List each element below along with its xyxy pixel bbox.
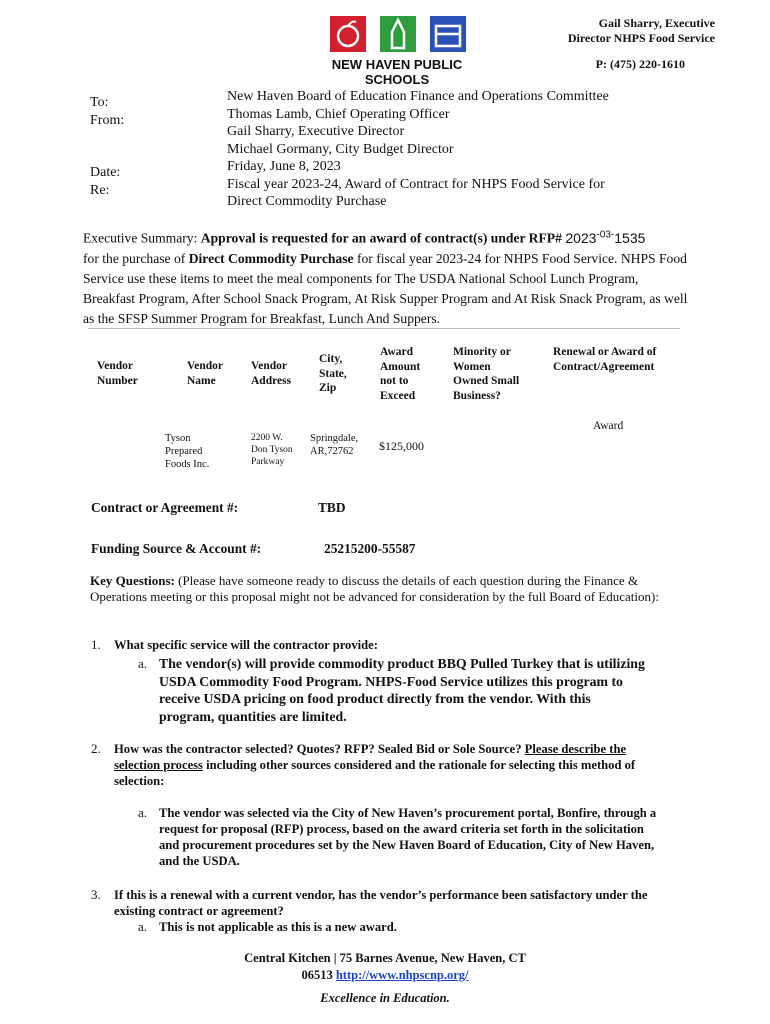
memo-labels — [90, 94, 124, 199]
footer-website-link[interactable]: http://www.nhpscnp.org/ — [335, 968, 469, 982]
funding-label: Funding Source & Account #: — [91, 541, 262, 556]
date-value: Friday, June 8, 2023 — [227, 159, 341, 174]
contact-line-2: Director NHPS Food Service — [567, 31, 715, 45]
cell-text: AR,72762 — [310, 446, 354, 457]
header-renewal — [553, 345, 656, 374]
cell-vendor-address — [251, 432, 293, 468]
cell-text: Tyson — [165, 433, 191, 444]
re-value-1: Fiscal year 2023-24, Award of Contract for NHPS Food Service for — [227, 176, 605, 192]
header-text: Number — [97, 374, 138, 387]
q2-pre: How was the contractor selected? Quotes? RFP? Sealed Bid or Sole Source? — [114, 742, 525, 756]
header-vendor-address — [251, 359, 291, 388]
q3-text: If this is a renewal with a current vendor, has the vendor’s performance been satisfactory under the existing contract or agreement? — [114, 888, 648, 918]
contract-label: Contract or Agreement #: — [91, 500, 239, 515]
header-text: State, — [319, 367, 347, 380]
header-text: Vendor — [97, 360, 133, 372]
header-text: Exceed — [380, 389, 416, 402]
header-text: Business? — [453, 389, 501, 402]
cell-text: Parkway — [251, 457, 285, 467]
from-value-1: Thomas Lamb, Chief Operating Officer — [227, 106, 450, 122]
divider — [88, 328, 680, 329]
q2-underlined: Please describe the selection process — [114, 742, 627, 772]
q2-post: including other sources considered and the rationale for selecting this method of selection: — [114, 758, 636, 788]
summary-line2-bold: Direct Commodity Purchase — [188, 250, 354, 266]
summary-rest: NHPS Food Service use these items to meet the meal components for The USDA National School Lunch Program, Breakfast Program, After School Snack Program, At Risk Supper Program and At Risk Snack Program, as well as the SFSP Summer Program for Breakfast, Lunch And Suppers. — [83, 250, 688, 326]
header-text: Address — [251, 374, 292, 387]
rfp-number — [565, 230, 645, 246]
org-name: NEW HAVEN PUBLIC SCHOOLS — [331, 57, 463, 87]
header-text: Contract/Agreement — [553, 360, 655, 373]
cell-text: Don Tyson — [251, 445, 293, 455]
footer-line2 — [180, 967, 590, 984]
header-text: Minority or — [453, 346, 511, 358]
key-questions-text: (Please have someone ready to discuss the details of each question during the Finance & Operations meeting or this proposal might not be advanced for consideration by the full Board of Education): — [90, 573, 659, 604]
header-award-amount — [380, 345, 420, 403]
key-questions-intro — [90, 573, 680, 605]
header-vendor-number — [97, 359, 138, 388]
to-value: New Haven Board of Education Finance and Operations Committee — [227, 89, 609, 104]
header-text: City, — [319, 353, 343, 365]
contact-phone: P: (475) 220-1610 — [595, 57, 685, 71]
header-text: Women — [453, 360, 491, 373]
header-city-state-zip — [319, 352, 347, 396]
header-text: Vendor — [251, 360, 287, 372]
q3-number: 3. — [91, 887, 101, 902]
header-text: not to — [380, 375, 409, 387]
nhps-logo — [330, 14, 466, 54]
cell-text: 2200 W. — [251, 433, 283, 443]
q1a-letter: a. — [138, 656, 148, 671]
key-questions-label: Key Questions: — [90, 573, 175, 588]
summary-line2-pre: for the purchase of — [83, 250, 189, 266]
cell-text: Springdale, — [310, 433, 359, 444]
re-label: Re: — [90, 182, 110, 198]
header-text: Name — [187, 374, 216, 387]
contract-value: TBD — [318, 500, 346, 515]
header-text: Owned Small — [453, 375, 520, 387]
header-minority — [453, 345, 519, 403]
cell-award-amount: $125,000 — [379, 439, 424, 453]
q2-number: 2. — [91, 741, 101, 756]
executive-summary — [83, 225, 693, 329]
header-text: Zip — [319, 382, 337, 394]
cell-text: Foods Inc. — [165, 459, 210, 470]
memo-values — [227, 88, 647, 211]
q2a-text: The vendor was selected via the City of New Haven’s procurement portal, Bonfire, through a request for proposal (RFP) process, based on the award criteria set forth in the solicitation and procurement procedures set by the New Haven Board of Education, City of New Haven, and the USDA. — [159, 806, 657, 868]
q2a-letter: a. — [138, 805, 148, 820]
date-label: Date: — [90, 165, 121, 180]
contact-block — [568, 16, 715, 46]
footer — [180, 950, 590, 984]
to-label: To: — [90, 95, 109, 110]
header-text: Vendor — [187, 360, 223, 372]
from-label: From: — [90, 112, 125, 128]
summary-label: Executive Summary: — [83, 230, 201, 246]
footer-tagline: Excellence in Education. — [320, 991, 450, 1005]
from-value-3: Michael Gormany, City Budget Director — [227, 141, 454, 157]
header-text: Award — [380, 346, 414, 358]
q2-text — [114, 741, 654, 789]
header-vendor-name — [187, 359, 223, 388]
re-value-2: Direct Commodity Purchase — [227, 194, 387, 209]
header-text: Amount — [380, 360, 421, 373]
rfp-part-a: 2023 — [565, 229, 597, 246]
from-value-2: Gail Sharry, Executive Director — [227, 124, 405, 139]
cell-vendor-name — [165, 432, 209, 471]
q3a-letter: a. — [138, 919, 148, 934]
footer-zip: 06513 — [301, 968, 336, 982]
cell-renewal: Award — [593, 420, 624, 432]
rfp-part-c: 1535 — [614, 229, 646, 246]
q3a-text: This is not applicable as this is a new award. — [159, 920, 397, 934]
summary-bold: Approval is requested for an award of contract(s) under RFP# — [200, 230, 566, 246]
q1-number: 1. — [91, 637, 101, 652]
cell-text: Prepared — [165, 446, 203, 457]
cell-city-state-zip — [310, 432, 358, 458]
contact-line-1: Gail Sharry, Executive — [598, 16, 715, 30]
summary-line2-post: for fiscal year 2023-24 for NHPS Food Service. — [353, 250, 618, 266]
header-text: Renewal or Award of — [553, 346, 657, 358]
logo-graphic — [330, 14, 466, 54]
q1a-text: The vendor(s) will provide commodity product BBQ Pulled Turkey that is utilizing USDA Commodity Food Program. NHPS-Food Service utilizes this program to receive USDA pricing on food product directly from the vendor. With this program, quantities are limited. — [159, 656, 645, 724]
funding-value: 25215200-55587 — [324, 541, 416, 556]
rfp-part-b: -03- — [596, 229, 615, 240]
q1-text: What specific service will the contractor provide: — [114, 638, 378, 652]
footer-address: Central Kitchen | 75 Barnes Avenue, New Haven, CT — [244, 951, 526, 965]
